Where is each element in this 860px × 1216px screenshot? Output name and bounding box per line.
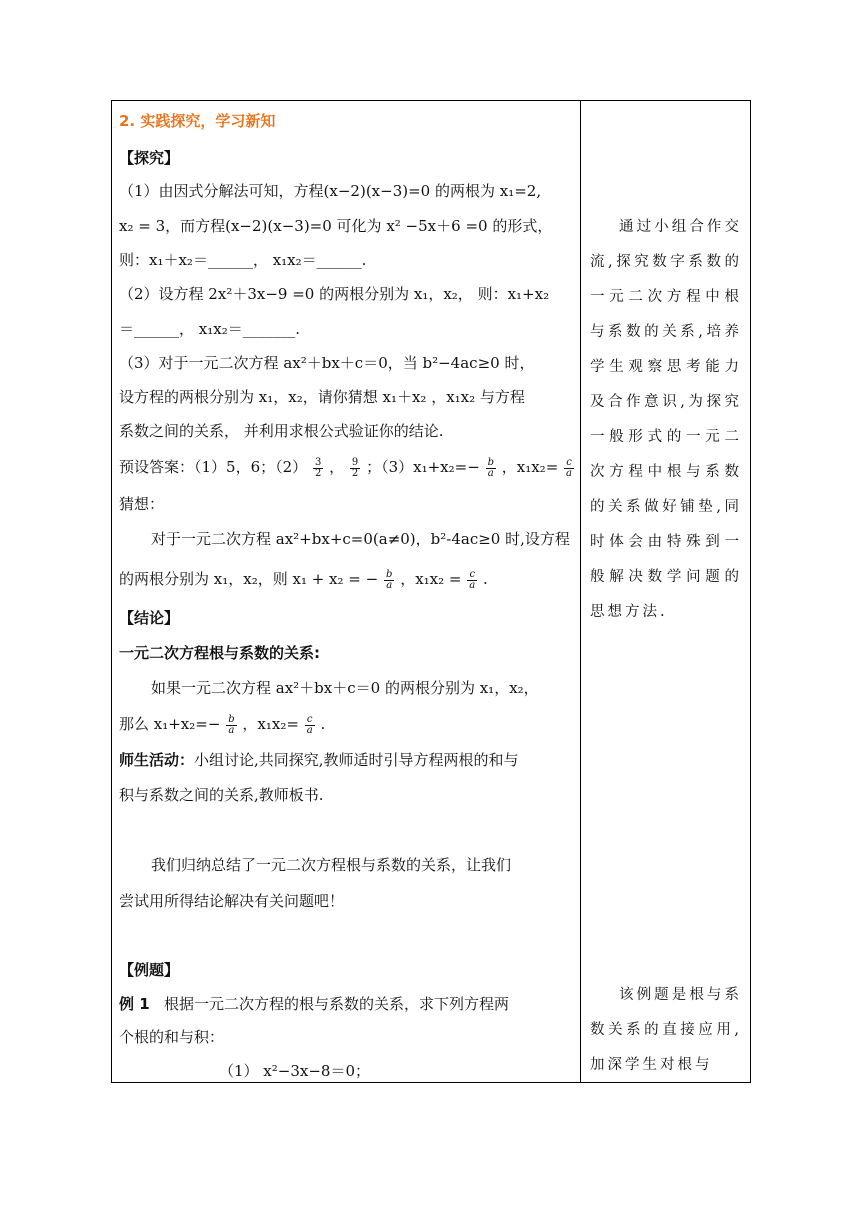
explore-heading: 【探究】 xyxy=(119,149,180,167)
frac-den: a xyxy=(487,467,494,479)
frac-den: a xyxy=(228,724,235,736)
frac-den: 2 xyxy=(351,467,359,479)
frac-den: a xyxy=(566,467,573,479)
guess-label: 猜想： xyxy=(119,495,165,513)
section-title: 2. 实践探究，学习新知 xyxy=(119,112,276,130)
frac-den: a xyxy=(306,724,313,736)
frac-num: c xyxy=(467,570,477,581)
q1-line1: （1）由因式分解法可知，方程(x−2)(x−3)=0 的两根为 x₁=2, xyxy=(119,182,542,200)
guess-line1: 对于一元二次方程 ax²+bx+c=0(a≠0)，b²-4ac≥0 时,设方程 xyxy=(151,530,570,548)
frac-num: c xyxy=(305,715,315,726)
guess-line2-end: . xyxy=(483,570,488,588)
guess-fraction-c-a xyxy=(467,570,477,591)
conclusion-fraction-c-a xyxy=(305,715,315,736)
preset-fraction-c-a xyxy=(564,458,574,479)
conclusion-line1: 如果一元二次方程 ax²＋bx＋c＝0 的两根分别为 x₁，x₂， xyxy=(151,679,539,697)
activity-line2: 积与系数之间的关系,教师板书. xyxy=(119,786,324,804)
guess-fraction-b-a xyxy=(384,570,394,591)
activity-text1: 小组讨论,共同探究,教师适时引导方程两根的和与 xyxy=(194,751,519,769)
example1-line1 xyxy=(119,993,509,1015)
example-heading: 【例题】 xyxy=(119,961,180,979)
example1-label: 例 1 xyxy=(119,995,150,1013)
column-divider xyxy=(580,100,581,1083)
q3-line3: 系数之间的关系， 并利用求根公式验证你的结论. xyxy=(119,422,444,440)
preset-fraction-3-2 xyxy=(313,458,323,479)
summary-line2: 尝试用所得结论解决有关问题吧！ xyxy=(119,892,345,910)
conclusion-line2-mid: ，x₁x₂= xyxy=(242,715,299,733)
conclusion-heading: 【结论】 xyxy=(119,609,180,627)
preset-mid2: ，x₁x₂= xyxy=(501,458,559,476)
side-note-2: 该例题是根与系数关系的直接应用,加深学生对根与 xyxy=(590,987,742,1073)
q3-line1: （3）对于一元二次方程 ax²＋bx＋c＝0，当 b²−4ac≥0 时， xyxy=(119,354,535,372)
preset-mid: ；（3）x₁+x₂=− xyxy=(366,458,480,476)
example1-line2: 个根的和与积： xyxy=(119,1028,225,1046)
guess-line2 xyxy=(119,568,488,591)
frac-den: a xyxy=(386,579,393,591)
conclusion-line2 xyxy=(119,713,325,736)
frac-num: 9 xyxy=(351,456,359,468)
frac-num: b xyxy=(386,568,393,580)
preset-lead: 预设答案：（1）5，6；（2） xyxy=(119,458,308,476)
q2-line2: ＝______， x₁x₂＝_______. xyxy=(119,320,300,338)
guess-line2-mid: ，x₁x₂ = xyxy=(400,570,462,588)
preset-sep: ， xyxy=(329,458,345,476)
frac-num: b xyxy=(228,713,235,725)
example1-item1: （1） x²−3x−8＝0； xyxy=(219,1062,371,1080)
preset-answer xyxy=(119,456,575,479)
summary-line1: 我们归纳总结了一元二次方程根与系数的关系，让我们 xyxy=(151,856,512,874)
conclusion-title: 一元二次方程根与系数的关系: xyxy=(119,644,320,662)
q3-line2: 设方程的两根分别为 x₁，x₂，请你猜想 x₁＋x₂ ，x₁x₂ 与方程 xyxy=(119,388,525,406)
activity-line1 xyxy=(119,749,519,771)
q1-line2: x₂ = 3，而方程(x−2)(x−3)=0 可化为 x² −5x＋6 =0 的形式， xyxy=(119,217,553,235)
frac-den: 2 xyxy=(314,467,322,479)
activity-label: 师生活动： xyxy=(119,751,195,769)
frac-den: a xyxy=(469,579,476,591)
q2-line1: （2）设方程 2x²＋3x−9 =0 的两根分别为 x₁，x₂， 则：x₁+x₂ xyxy=(119,285,550,303)
conclusion-line2-lead: 那么 x₁+x₂=− xyxy=(119,715,221,733)
conclusion-line2-end: . xyxy=(320,715,326,733)
preset-fraction-b-a xyxy=(486,458,496,479)
side-column xyxy=(590,210,742,1073)
side-note-1: 通过小组合作交流,探究数字系数的一元二次方程中根与系数的关系,培养学生观察思考能力及合作意识,为探究一般形式的一元二次方程中根与系数的关系做好铺垫,同时体会由特殊到一般解决数学问题的思想方法. xyxy=(590,219,742,620)
frac-num: 3 xyxy=(314,456,322,468)
preset-fraction-9-2 xyxy=(350,458,360,479)
example1-text1: 根据一元二次方程的根与系数的关系，求下列方程两 xyxy=(163,995,509,1013)
guess-line2-lead: 的两根分别为 x₁，x₂，则 x₁ + x₂ = − xyxy=(119,570,379,588)
frac-num: b xyxy=(487,456,494,468)
q1-line3: 则：x₁＋x₂＝______， x₁x₂＝______. xyxy=(119,251,367,269)
conclusion-fraction-b-a xyxy=(226,715,236,736)
frac-num: c xyxy=(564,458,574,469)
